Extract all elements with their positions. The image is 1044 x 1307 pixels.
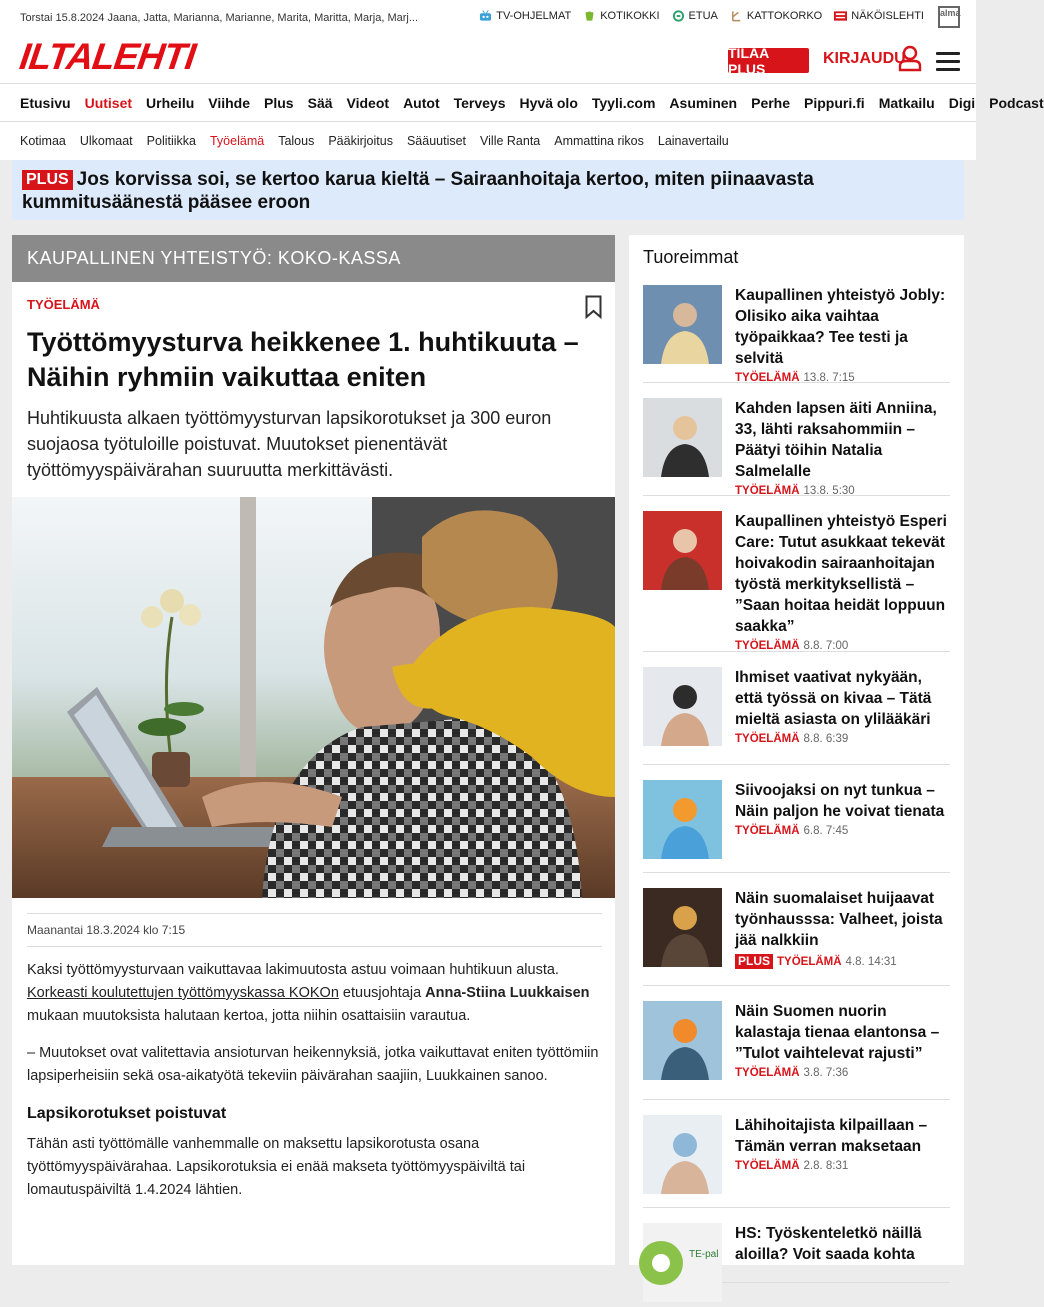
quicklink-label: NÄKÖISLEHTI bbox=[851, 10, 924, 22]
sidebar-title: Tuoreimmat bbox=[643, 247, 739, 267]
news-text bbox=[735, 888, 950, 969]
article bbox=[12, 235, 615, 1265]
news-time: 4.8. 14:31 bbox=[845, 956, 897, 968]
news-thumbnail[interactable] bbox=[643, 285, 722, 364]
news-time: 13.8. 7:15 bbox=[803, 372, 855, 384]
nav-item-urheilu[interactable]: Urheilu bbox=[146, 94, 195, 111]
nav-item-terveys[interactable]: Terveys bbox=[453, 94, 506, 111]
news-title[interactable]: Kahden lapsen äiti Anniina, 33, lähti raksahommiin – Päätyi töihin Natalia Salmelalle bbox=[735, 400, 937, 480]
nav-item-pippuri-fi[interactable]: Pippuri.fi bbox=[804, 94, 865, 111]
news-meta bbox=[735, 954, 950, 969]
quicklink-tv[interactable] bbox=[479, 10, 571, 22]
article-section[interactable]: TYÖELÄMÄ bbox=[27, 297, 100, 312]
news-thumbnail[interactable] bbox=[643, 1115, 722, 1194]
news-thumbnail[interactable] bbox=[643, 1223, 722, 1302]
subnav-item-talous[interactable]: Talous bbox=[278, 134, 315, 148]
quicklink-label: ETUA bbox=[688, 10, 718, 22]
news-meta bbox=[735, 372, 950, 384]
news-meta bbox=[735, 485, 950, 497]
sidebar-news-item[interactable] bbox=[643, 667, 950, 765]
news-time: 8.8. 7:00 bbox=[803, 640, 849, 652]
text: Kaksi työttömyysturvaan vaikuttavaa lakimuutosta astuu voimaan huhtikuun alusta. bbox=[27, 962, 559, 978]
news-time: 13.8. 5:30 bbox=[803, 485, 855, 497]
nav-item-autot[interactable]: Autot bbox=[403, 94, 440, 111]
news-title[interactable]: Kaupallinen yhteistyö Jobly: Olisiko aika vaihtaa työpaikkaa? Tee testi ja selvitä bbox=[735, 287, 946, 367]
news-time: 8.8. 6:39 bbox=[803, 733, 849, 745]
nav-item-plus[interactable]: Plus bbox=[264, 94, 294, 111]
iltalehti-logo[interactable]: ILTALEHTI bbox=[17, 36, 198, 77]
news-section[interactable]: TYÖELÄMÄ bbox=[777, 956, 842, 968]
subnav-item-ville-ranta[interactable]: Ville Ranta bbox=[480, 134, 541, 148]
subnav-item-politiikka[interactable]: Politiikka bbox=[146, 134, 196, 148]
news-time: 6.8. 7:45 bbox=[803, 825, 849, 837]
news-section[interactable]: TYÖELÄMÄ bbox=[735, 485, 800, 497]
news-text bbox=[735, 780, 950, 837]
article-hero-image bbox=[12, 497, 615, 898]
sponsor-label: KAUPALLINEN YHTEISTYÖ: KOKO-KASSA bbox=[12, 235, 615, 282]
news-thumbnail[interactable] bbox=[643, 1001, 722, 1080]
nav-item-podcast[interactable]: Podcast bbox=[989, 94, 1044, 111]
nav-item-uutiset[interactable]: Uutiset bbox=[84, 94, 133, 111]
news-meta bbox=[735, 640, 950, 652]
paragraph: – Muutokset ovat valitettavia ansioturvan heikennyksiä, jotka vaikuttavat eniten työttömiin lapsiperheisiin sekä osa-aikatyötä tekeviin päivärahan saajiin, Luukkainen sanoo. bbox=[27, 1045, 599, 1084]
sidebar-news-item[interactable] bbox=[643, 780, 950, 873]
quicklink-label: KOTIKOKKI bbox=[600, 10, 660, 22]
news-title[interactable]: HS: Työskenteletkö näillä aloilla? Voit saada kohta bbox=[735, 1225, 922, 1263]
plus-promo-banner[interactable] bbox=[12, 160, 964, 220]
sub-navigation bbox=[0, 122, 976, 160]
login-link[interactable]: KIRJAUDU bbox=[823, 50, 906, 67]
chef-icon bbox=[583, 10, 596, 22]
plus-badge: PLUS bbox=[22, 170, 73, 190]
person-name: Anna-Stiina Luukkaisen bbox=[425, 985, 590, 1001]
nav-item-matkailu[interactable]: Matkailu bbox=[878, 94, 935, 111]
news-thumbnail[interactable] bbox=[643, 511, 722, 590]
news-text bbox=[735, 1223, 950, 1265]
quicklink-label: TV-OHJELMAT bbox=[496, 10, 572, 22]
nav-item-viihde[interactable]: Viihde bbox=[208, 94, 251, 111]
news-meta bbox=[735, 733, 950, 745]
news-thumbnail[interactable] bbox=[643, 667, 722, 746]
news-text bbox=[735, 511, 950, 652]
site-header bbox=[0, 0, 976, 84]
date-and-namedays: Torstai 15.8.2024 Jaana, Jatta, Marianna, Marianne, Marita, Maritta, Marja, Marj... bbox=[20, 12, 419, 24]
nav-item-asuminen[interactable]: Asuminen bbox=[669, 94, 738, 111]
news-title[interactable]: Siivoojaksi on nyt tunkua – Näin paljon he voivat tienata bbox=[735, 782, 945, 820]
subnav-item-lainavertailu[interactable]: Lainavertailu bbox=[657, 134, 729, 148]
sidebar-news-item[interactable] bbox=[643, 1115, 950, 1208]
subnav-item-ulkomaat[interactable]: Ulkomaat bbox=[79, 134, 133, 148]
chart-icon bbox=[730, 10, 743, 22]
news-section[interactable]: TYÖELÄMÄ bbox=[735, 640, 800, 652]
subnav-item-työelämä[interactable]: Työelämä bbox=[209, 134, 265, 148]
quicklink-nakoislehti[interactable] bbox=[834, 10, 924, 22]
news-section[interactable]: TYÖELÄMÄ bbox=[735, 372, 800, 384]
news-time: 3.8. 7:36 bbox=[803, 1067, 849, 1079]
user-icon[interactable] bbox=[898, 45, 922, 71]
news-title[interactable]: Näin suomalaiset huijaavat työnhausssa: Valheet, joista jää nalkkiin bbox=[735, 890, 943, 949]
news-section[interactable]: TYÖELÄMÄ bbox=[735, 1160, 800, 1172]
news-text bbox=[735, 398, 950, 497]
news-title[interactable]: Ihmiset vaativat nykyään, että työssä on kivaa – Tätä mieltä asiasta on ylilääkäri bbox=[735, 669, 932, 728]
menu-icon[interactable] bbox=[936, 52, 960, 76]
nav-item-sää[interactable]: Sää bbox=[307, 94, 333, 111]
promo-headline: Jos korvissa soi, se kertoo karua kieltä – Sairaanhoitaja kertoo, miten piinaavasta kummitusäänestä pääsee eroon bbox=[22, 169, 814, 213]
news-meta bbox=[735, 825, 950, 837]
news-meta bbox=[735, 1067, 950, 1079]
news-text bbox=[735, 667, 950, 745]
article-body bbox=[27, 959, 602, 1216]
paragraph: Tähän asti työttömälle vanhemmalle on maksettu lapsikorotusta osana työttömyyspäivärahaa. Lapsikorotuksia ei enää makseta työttömyyspäiviltä tai lomautuspäiviltä 1.4.2024 lähtien. bbox=[27, 1136, 526, 1198]
news-title[interactable]: Kaupallinen yhteistyö Esperi Care: Tutut asukkaat tekevät hoivakodin sairaanhoitajan työstä merkityksellistä – ”Saan hoitaa heidät loppuun saakka” bbox=[735, 513, 947, 635]
subnav-item-kotimaa[interactable]: Kotimaa bbox=[20, 134, 66, 148]
main-navigation bbox=[0, 84, 1044, 122]
nav-item-etusivu[interactable]: Etusivu bbox=[20, 94, 71, 111]
subheading: Lapsikorotukset poistuvat bbox=[27, 1105, 227, 1122]
news-thumbnail[interactable] bbox=[643, 888, 722, 967]
news-section[interactable]: TYÖELÄMÄ bbox=[735, 733, 800, 745]
subnav-item-ammattina-rikos[interactable]: Ammattina rikos bbox=[554, 134, 644, 148]
news-text bbox=[735, 1001, 950, 1079]
news-section[interactable]: TYÖELÄMÄ bbox=[735, 1067, 800, 1079]
alma-logo[interactable] bbox=[938, 6, 960, 28]
nav-item-hyvä-olo[interactable]: Hyvä olo bbox=[519, 94, 578, 111]
plus-badge: PLUS bbox=[735, 954, 773, 969]
text: etuusjohtaja bbox=[338, 985, 426, 1001]
paragraph bbox=[27, 959, 602, 1028]
quicklink-kotikokki[interactable] bbox=[583, 10, 659, 22]
article-lead: Huhtikuusta alkaen työttömyysturvan lapsikorotukset ja 300 euron suojaosa työtuloille poistuvat. Muutokset pienentävät työttömyyspäivärahan suuruutta merkittävästi. bbox=[27, 408, 552, 480]
news-text bbox=[735, 1115, 950, 1172]
sidebar-news-item[interactable] bbox=[643, 1001, 950, 1100]
sidebar-news-item[interactable] bbox=[643, 888, 950, 986]
news-meta bbox=[735, 1160, 950, 1172]
news-time: 2.8. 8:31 bbox=[803, 1160, 849, 1172]
quicklink-kattokorko[interactable] bbox=[730, 10, 822, 22]
koko-kassa-link[interactable]: Korkeasti koulutettujen työttömyyskassa KOKOn bbox=[27, 985, 339, 1001]
alma-logo-text: alma bbox=[940, 8, 961, 18]
news-title[interactable]: Lähihoitajista kilpaillaan – Tämän verran maksetaan bbox=[735, 1117, 928, 1155]
newspaper-icon bbox=[834, 10, 847, 22]
svg-text:TE-pal: TE-pal bbox=[689, 1249, 719, 1260]
text: mukaan muutoksista halutaan kertoa, jotta niihin osattaisiin varautua. bbox=[27, 1008, 471, 1024]
nav-item-digi[interactable]: Digi bbox=[948, 94, 976, 111]
latest-news-sidebar bbox=[629, 235, 964, 1265]
nav-item-videot[interactable]: Videot bbox=[346, 94, 390, 111]
subnav-item-sääuutiset[interactable]: Sääuutiset bbox=[406, 134, 467, 148]
news-title[interactable]: Näin Suomen nuorin kalastaja tienaa elantonsa – ”Tulot vaihtelevat rajusti” bbox=[735, 1003, 940, 1062]
sidebar-news-item[interactable] bbox=[643, 511, 950, 652]
quicklink-etua[interactable] bbox=[672, 10, 718, 22]
news-section[interactable]: TYÖELÄMÄ bbox=[735, 825, 800, 837]
news-thumbnail[interactable] bbox=[643, 780, 722, 859]
article-title: Työttömyysturva heikkenee 1. huhtikuuta – Näihin ryhmiin vaikuttaa eniten bbox=[27, 327, 579, 392]
coupon-icon bbox=[672, 10, 685, 22]
news-thumbnail[interactable] bbox=[643, 398, 722, 477]
sidebar-news-item[interactable] bbox=[643, 285, 950, 383]
sidebar-news-item[interactable] bbox=[643, 398, 950, 496]
quicklink-label: KATTOKORKO bbox=[746, 10, 823, 22]
nav-item-perhe[interactable]: Perhe bbox=[751, 94, 791, 111]
bookmark-icon[interactable] bbox=[585, 295, 602, 319]
tv-icon bbox=[479, 10, 492, 22]
subnav-item-pääkirjoitus[interactable]: Pääkirjoitus bbox=[328, 134, 393, 148]
quicklinks bbox=[479, 10, 924, 22]
nav-item-tyyli-com[interactable]: Tyyli.com bbox=[591, 94, 656, 111]
news-text bbox=[735, 285, 950, 384]
article-date: Maanantai 18.3.2024 klo 7:15 bbox=[27, 913, 602, 947]
sidebar-news-item[interactable] bbox=[643, 1223, 950, 1283]
subscribe-plus-button[interactable]: TILAA PLUS bbox=[728, 48, 809, 73]
